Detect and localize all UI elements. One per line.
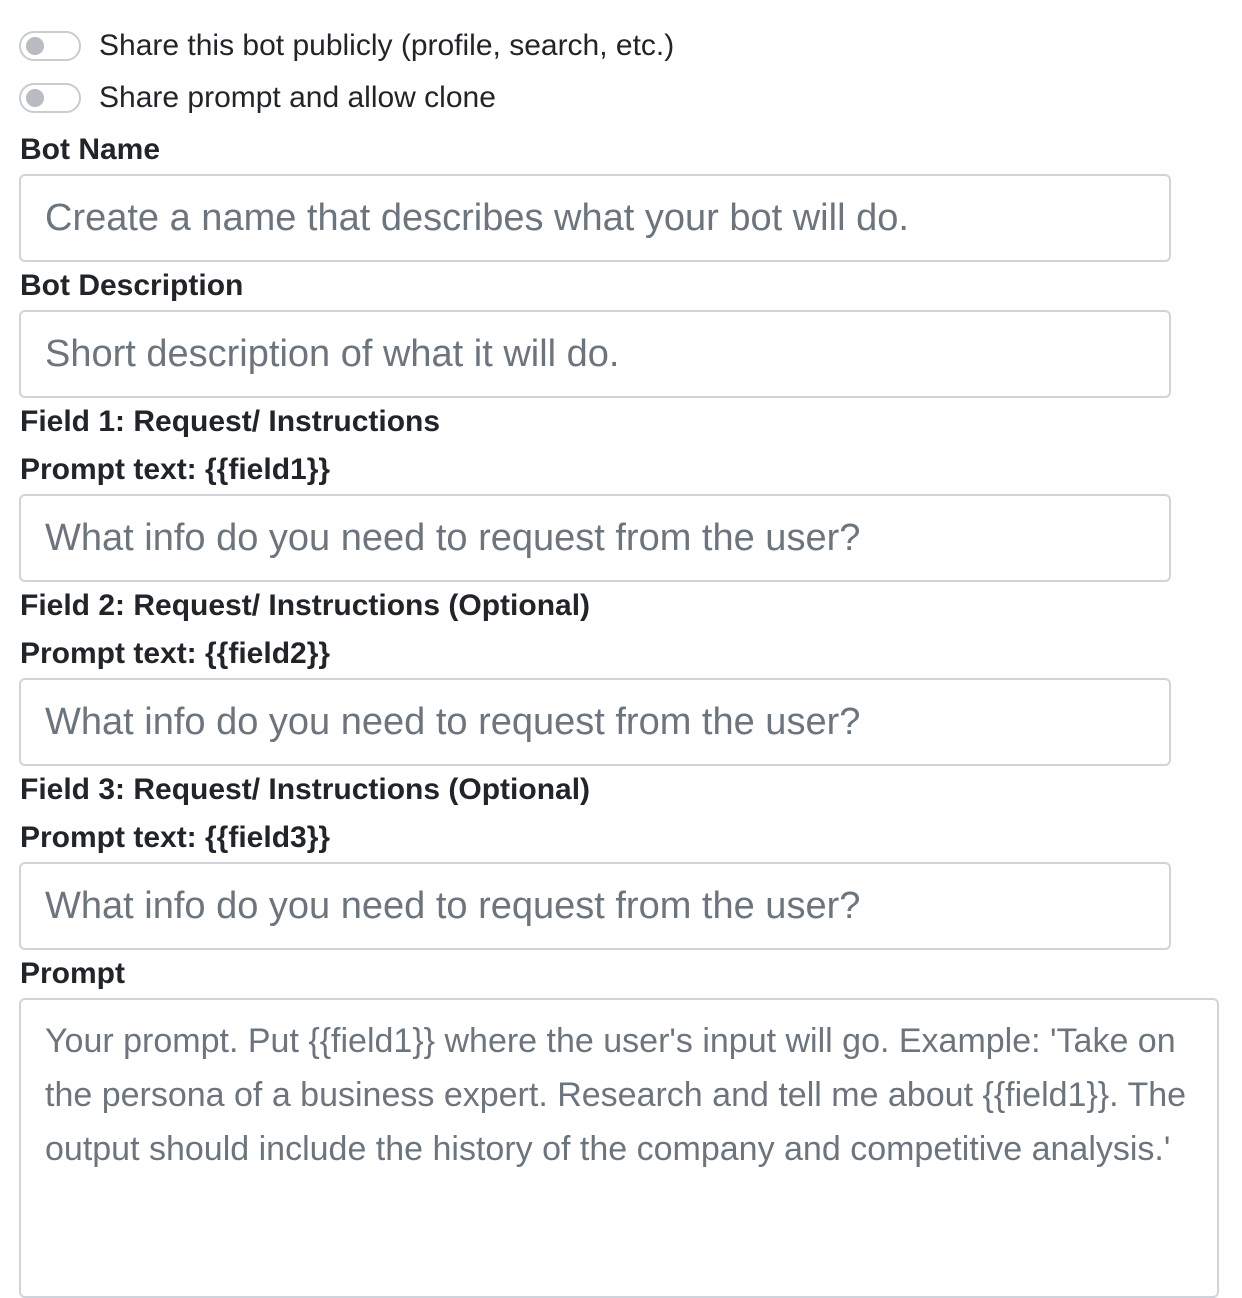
share-publicly-toggle-row — [19, 26, 674, 66]
share-publicly-switch[interactable] — [19, 31, 81, 61]
field3-label: Field 3: Request/ Instructions (Optional) — [20, 773, 591, 806]
field1-label: Field 1: Request/ Instructions — [20, 405, 441, 438]
bot-name-label: Bot Name — [20, 133, 161, 166]
bot-name-input[interactable] — [19, 174, 1171, 262]
switch-knob — [26, 37, 44, 55]
share-prompt-switch[interactable] — [19, 83, 81, 113]
prompt-textarea[interactable] — [19, 998, 1219, 1298]
field2-label: Field 2: Request/ Instructions (Optional) — [20, 589, 591, 622]
field3-input[interactable] — [19, 862, 1171, 950]
bot-description-label: Bot Description — [20, 269, 244, 302]
switch-knob — [26, 89, 44, 107]
field1-input[interactable] — [19, 494, 1171, 582]
share-prompt-label: Share prompt and allow clone — [99, 81, 496, 114]
share-prompt-toggle-row — [19, 78, 496, 118]
field3-prompt-text: Prompt text: {{field3}} — [20, 821, 331, 854]
field2-prompt-text: Prompt text: {{field2}} — [20, 637, 331, 670]
bot-description-input[interactable] — [19, 310, 1171, 398]
share-publicly-label: Share this bot publicly (profile, search, etc.) — [99, 29, 675, 62]
field1-prompt-text: Prompt text: {{field1}} — [20, 453, 331, 486]
prompt-label: Prompt — [20, 957, 125, 990]
field2-input[interactable] — [19, 678, 1171, 766]
